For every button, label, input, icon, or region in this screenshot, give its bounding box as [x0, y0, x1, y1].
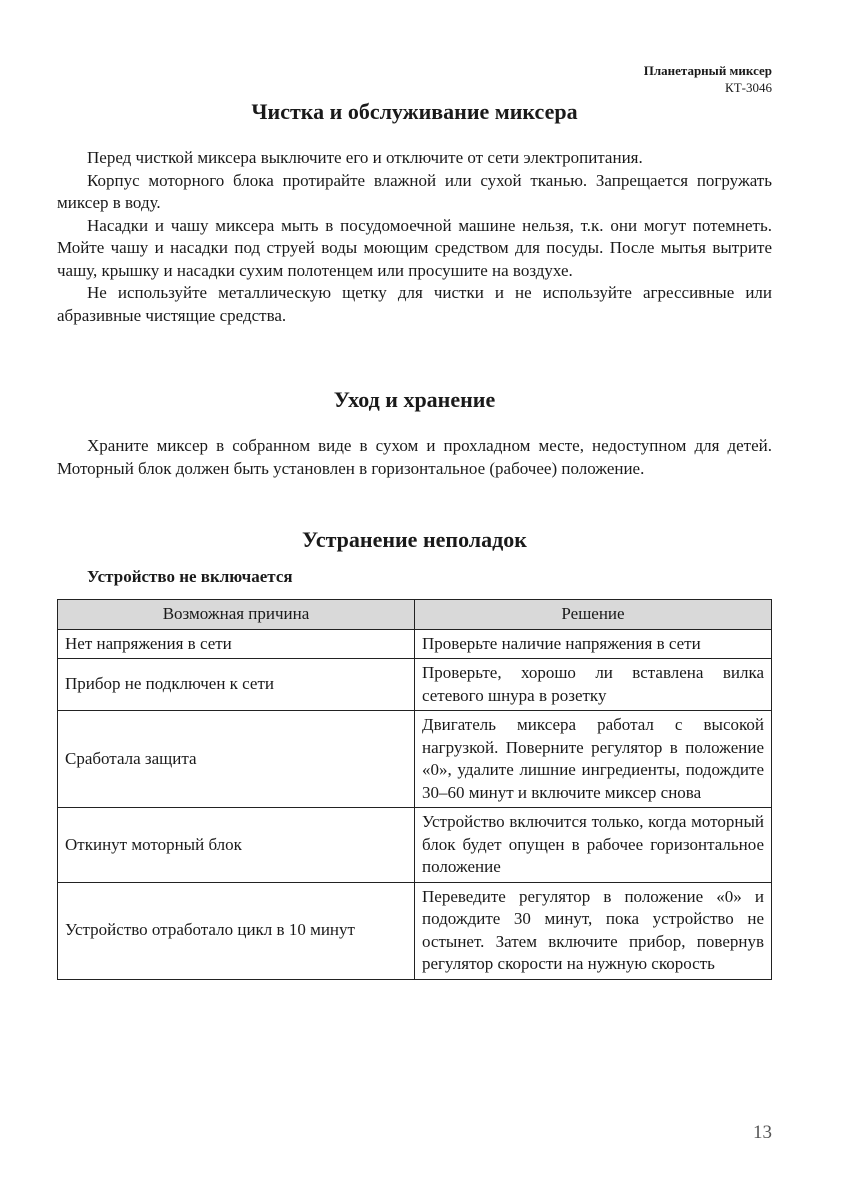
solution-cell: Устройство включится только, когда моторный блок будет опущен в рабочее горизонтальное положение	[415, 808, 772, 883]
cleaning-section	[57, 98, 772, 327]
troubleshooting-subtitle: Устройство не включается	[87, 567, 293, 586]
cause-cell: Нет напряжения в сети	[58, 629, 415, 659]
cleaning-paragraph: Насадки и чашу миксера мыть в посудомоечной машине нельзя, т.к. они могут потемнеть. Мойте чашу и насадки под струей воды моющим средством для посуды. После мытья вытрите чашу, крышку и насадки сухим полотенцем или просушите на воздухе.	[57, 215, 772, 280]
troubleshooting-title: Устранение неполадок	[302, 527, 527, 552]
table-row	[58, 629, 772, 659]
table-header-row	[58, 600, 772, 630]
table-row	[58, 659, 772, 711]
storage-title: Уход и хранение	[333, 387, 496, 412]
product-name: Планетарный миксер	[643, 63, 772, 78]
column-header-solution: Решение	[415, 600, 772, 630]
solution-cell: Двигатель миксера работал с высокой нагрузкой. Поверните регулятор в положение «0», удалите лишние ингредиенты, подождите 30–60 минут и включите миксер снова	[415, 711, 772, 808]
cause-cell: Сработала защита	[58, 711, 415, 808]
cleaning-paragraph: Корпус моторного блока протирайте влажной или сухой тканью. Запрещается погружать миксер в воду.	[57, 170, 772, 212]
solution-cell: Проверьте наличие напряжения в сети	[415, 629, 772, 659]
cause-cell: Откинут моторный блок	[58, 808, 415, 883]
cleaning-paragraph: Не используйте металлическую щетку для чистки и не используйте агрессивные или абразивные чистящие средства.	[57, 283, 772, 325]
page-number: 13	[753, 1122, 772, 1143]
cause-cell: Прибор не подключен к сети	[58, 659, 415, 711]
column-header-cause: Возможная причина	[58, 600, 415, 630]
troubleshooting-table	[57, 599, 772, 980]
solution-cell: Переведите регулятор в положение «0» и подождите 30 минут, пока устройство не остынет. Затем включите прибор, повернув регулятор скорости на нужную скорость	[415, 882, 772, 979]
model-number: КТ-3046	[725, 80, 772, 95]
troubleshooting-section	[57, 526, 772, 980]
table-row	[58, 808, 772, 883]
table-row	[58, 711, 772, 808]
solution-cell: Проверьте, хорошо ли вставлена вилка сетевого шнура в розетку	[415, 659, 772, 711]
storage-section	[57, 386, 772, 480]
cause-cell: Устройство отработало цикл в 10 минут	[58, 882, 415, 979]
cleaning-paragraph: Перед чисткой миксера выключите его и отключите от сети электропитания.	[87, 148, 643, 167]
page-header	[644, 62, 772, 96]
table-row	[58, 882, 772, 979]
cleaning-title: Чистка и обслуживание миксера	[251, 99, 578, 124]
page-content	[57, 98, 772, 980]
storage-paragraph: Храните миксер в собранном виде в сухом и прохладном месте, недоступном для детей. Моторный блок должен быть установлен в горизонтальное (рабочее) положение.	[57, 436, 772, 478]
